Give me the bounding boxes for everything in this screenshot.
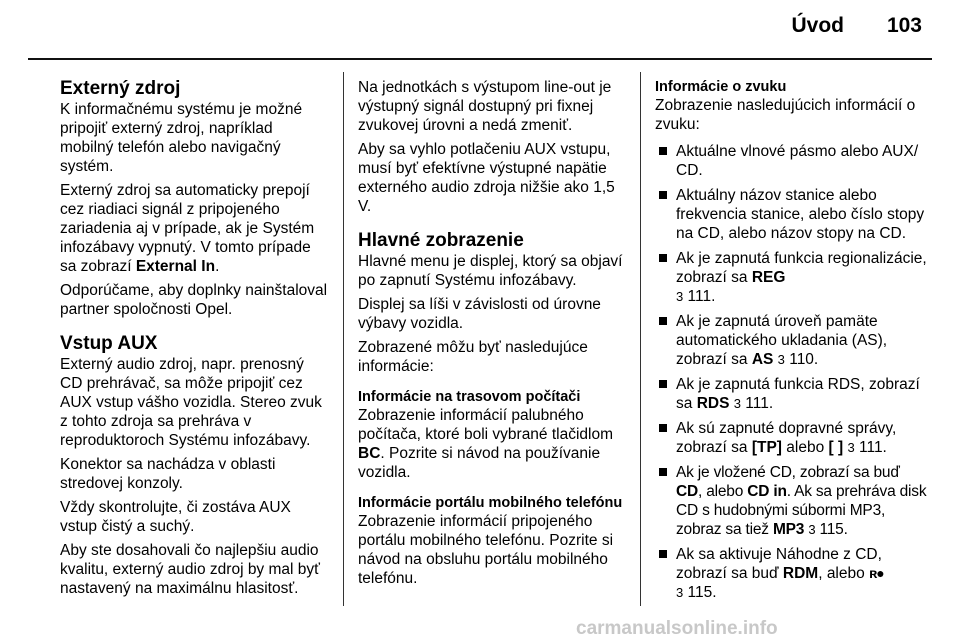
paragraph: Na jednotkách s výstupom line-out je výstupný signál dostupný pri fixnej zvukovej úrovni a nedá zmeniť. [358, 79, 612, 134]
bullet-list [655, 142, 927, 602]
heading-aux-input: Vstup AUX [60, 333, 158, 354]
paragraph: Aby ste dosahovali čo najlepšiu audio kvalitu, externý audio zdroj by mal byť nastavený na maximálnu hlasitosť. [60, 542, 320, 597]
column-1 [60, 78, 330, 603]
bullet-square-icon [659, 147, 667, 155]
bullet-square-icon [659, 424, 667, 432]
list-item: Aktuálne vlnové pásmo alebo AUX/ CD. [655, 142, 927, 180]
paragraph: Vždy skontrolujte, či zostáva AUX vstup čistý a suchý. [60, 499, 291, 535]
page-ref-icon: 3 [808, 522, 816, 537]
column-3 [655, 78, 927, 608]
paragraph: Externý audio zdroj, napr. prenosný CD prehrávač, sa môže pripojiť cez AUX vstup vášho vozidla. Stereo zvuk z tohto zdroja sa prehráva v reproduktoroch Systému infozábavy. [60, 356, 322, 449]
column-2 [358, 78, 628, 593]
bullet-square-icon [659, 380, 667, 388]
page-ref-icon: 3 [733, 396, 741, 411]
page-header-title: Úvod [791, 14, 844, 37]
page-ref-icon: 3 [847, 440, 855, 455]
page-ref-icon: 3 [676, 585, 684, 600]
paragraph: Zobrazenie informácií palubného počítača, ktoré boli vybrané tlačidlom BC. Pozrite si návod na používanie vozidla. [358, 407, 614, 481]
page-ref-icon: 3 [676, 289, 684, 304]
paragraph: Odporúčame, aby doplnky nainštaloval partner spoločnosti Opel. [60, 282, 328, 318]
paragraph: Externý zdroj sa automaticky prepojí cez riadiaci signál z pripojeného zariadenia aj v prípade, ak je Systém infozábavy vypnutý. V tomto prípade sa zobrazí External In. [60, 182, 315, 275]
paragraph: Displej sa líši v závislosti od úrovne výbavy vozidla. [358, 296, 601, 332]
page-number: 103 [886, 14, 922, 37]
subheading-phone-portal: Informácie portálu mobilného telefónu [358, 495, 623, 511]
list-item: Aktuálny názov stanice alebo frekvencia stanice, alebo číslo stopy na CD, alebo názov stopy na CD. [655, 186, 927, 243]
list-item: Ak je vložené CD, zobrazí sa buď CD, alebo CD in. Ak sa prehráva disk CD s hudobnými súbormi MP3, zobraz sa tiež MP3 3 115. [655, 463, 927, 539]
paragraph: Zobrazené môžu byť nasledujúce informácie: [358, 339, 588, 375]
page-ref-icon: 3 [777, 352, 785, 367]
column-divider-1 [343, 72, 344, 606]
paragraph: Zobrazenie nasledujúcich informácií o zvuku: [655, 97, 916, 133]
subheading-trip-computer: Informácie na trasovom počítači [358, 389, 581, 405]
bullet-square-icon [659, 317, 667, 325]
list-item: Ak je zapnutá funkcia RDS, zobrazí sa RDS 3 111. [655, 375, 927, 413]
paragraph: Konektor sa nachádza v oblasti stredovej konzoly. [60, 456, 276, 492]
heading-main-display: Hlavné zobrazenie [358, 230, 524, 251]
bullet-square-icon [659, 254, 667, 262]
random-play-icon: ʀ● [869, 565, 884, 581]
list-item: Ak je zapnutá funkcia regionalizácie, zobrazí sa REG 3 111. [655, 249, 927, 306]
header-rule [28, 58, 932, 60]
paragraph: Hlavné menu je displej, ktorý sa objaví po zapnutí Systému infozábavy. [358, 253, 623, 289]
list-item: Ak sú zapnuté dopravné správy, zobrazí sa [TP] alebo [ ] 3 111. [655, 419, 927, 457]
bullet-square-icon [659, 191, 667, 199]
list-item: Ak sa aktivuje Náhodne z CD, zobrazí sa buď RDM, alebo ʀ● 3 115. [655, 545, 927, 602]
footer-watermark: carmanualsonline.info [576, 618, 778, 639]
bullet-square-icon [659, 550, 667, 558]
paragraph: K informačnému systému je možné pripojiť externý zdroj, napríklad mobilný telefón alebo navigačný systém. [60, 101, 303, 175]
column-divider-2 [640, 72, 641, 606]
paragraph: Zobrazenie informácií pripojeného portálu mobilného telefónu. Pozrite si návod na obsluhu portálu mobilného telefónu. [358, 513, 614, 587]
paragraph: Aby sa vyhlo potlačeniu AUX vstupu, musí byť efektívne výstupné napätie externého audio zdroja nižšie ako 1,5 V. [358, 141, 615, 215]
bullet-square-icon [659, 468, 667, 476]
list-item: Ak je zapnutá úroveň pamäte automatického ukladania (AS), zobrazí sa AS 3 110. [655, 312, 927, 369]
subheading-audio-info: Informácie o zvuku [655, 79, 787, 95]
heading-external-source: Externý zdroj [60, 78, 181, 99]
